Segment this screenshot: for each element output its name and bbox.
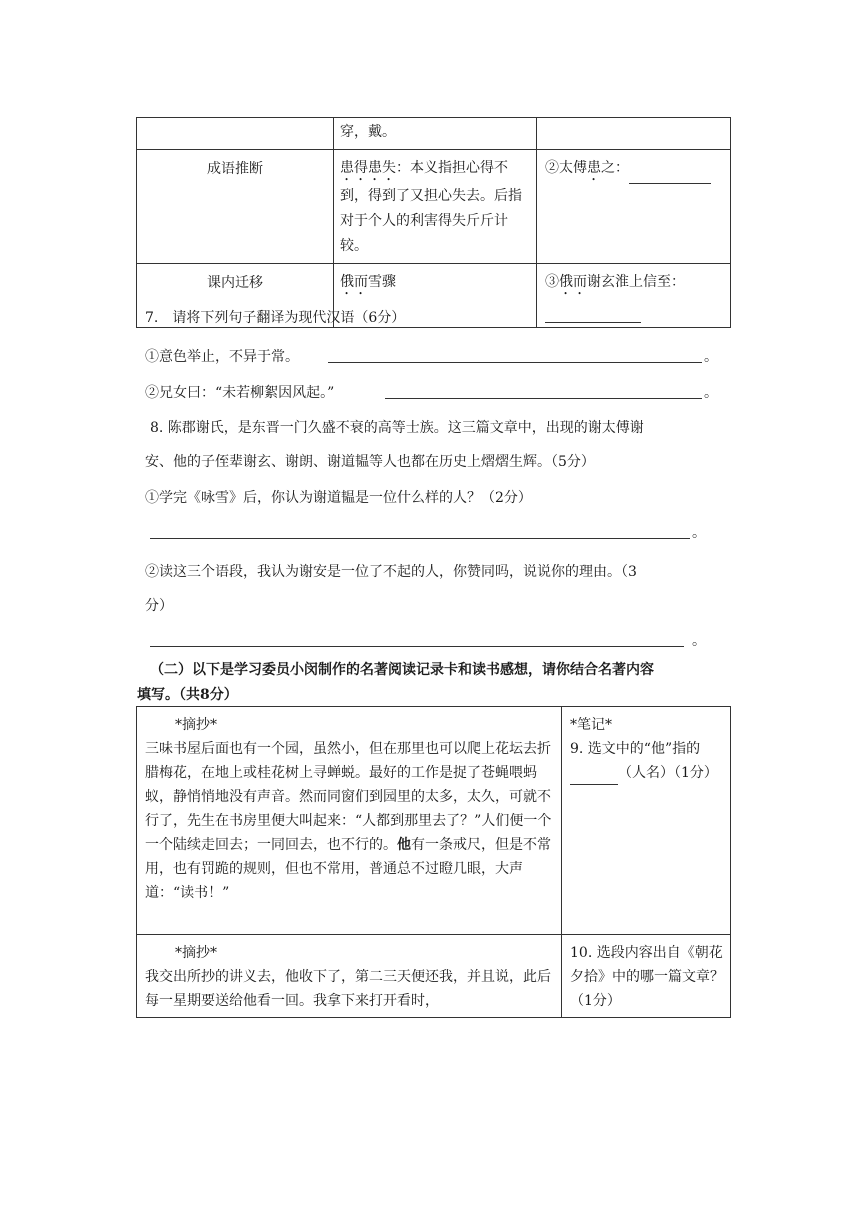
question-8-sub-2-cont: 分） xyxy=(145,598,173,614)
table-row xyxy=(137,150,731,264)
answer-blank[interactable] xyxy=(629,169,711,184)
excerpt-cell xyxy=(137,707,562,935)
definition-text: ：本义指担心得不到，得到了又担心失去。后指对于个人的利害得失斤斤计较。 xyxy=(340,160,522,254)
question-8-line-2: 安、他的子侄辈谢玄、谢朗、谢道韫等人也都在历史上熠熠生辉。（5分） xyxy=(145,454,595,470)
question-suffix: 谢玄淮上信至： xyxy=(587,274,685,290)
question-prefix: ②太傅 xyxy=(545,160,587,176)
answer-line[interactable] xyxy=(150,538,690,539)
answer-blank[interactable] xyxy=(545,308,641,323)
section-2-heading: （二）以下是学习委员小闵制作的名著阅读记录卡和读书感想，请你结合名著内容 xyxy=(150,662,654,678)
idiom-definition xyxy=(334,150,537,264)
table-cell xyxy=(537,118,731,150)
question-9-text-cont: （人名）（1分） xyxy=(618,765,718,781)
notes-cell xyxy=(562,707,731,935)
table-row xyxy=(137,118,731,150)
table-cell xyxy=(137,118,334,150)
vocab-table xyxy=(136,117,731,328)
row-label: 成语推断 xyxy=(137,150,334,264)
notes-label: *笔记* xyxy=(570,717,612,733)
excerpt-label: *摘抄* xyxy=(175,717,217,733)
question-8-sub-2: ②读这三个语段，我认为谢安是一位了不起的人，你赞同吗，说说你的理由。（3 xyxy=(145,564,637,580)
line-end: 。 xyxy=(704,385,718,401)
excerpt-bold-he: 他 xyxy=(397,837,411,853)
question-10: 10. 选段内容出自《朝花夕拾》中的哪一篇文章？（1分） xyxy=(570,945,724,1009)
answer-blank[interactable] xyxy=(570,770,618,785)
table-cell xyxy=(334,118,537,150)
section-2-heading-cont: 填写。（共8分） xyxy=(137,687,238,703)
question-7-sentence-1: ①意色举止，不异于常。 xyxy=(145,349,299,365)
excerpt-cell xyxy=(137,935,562,1018)
reading-card-table xyxy=(136,706,731,1018)
table-row xyxy=(137,935,731,1018)
table-row xyxy=(137,707,731,935)
excerpt-text xyxy=(145,737,555,905)
row-label: 课内迁移 xyxy=(137,264,334,328)
excerpt-text-part: 三味书屋后面也有一个园，虽然小，但在那里也可以爬上花坛去折腊梅花，在地上或桂花树上寻蝉蜕。最好的工作是捉了苍蝇喂蚂蚁，静悄悄地没有声音。然而同窗们到园里的太多，太久，可就不行了，先生在书房里便大叫起来：“人都到那里去了？”人们便一个一个陆续走回去；一同回去，也不行的。 xyxy=(145,741,552,853)
idiom-text: 俄而 xyxy=(340,274,368,290)
answer-line[interactable] xyxy=(385,398,702,399)
question-7-sentence-2: ②兄女曰：“未若柳絮因风起。” xyxy=(145,385,335,401)
cell-text: 穿，戴。 xyxy=(340,124,396,140)
answer-cell xyxy=(537,264,731,328)
excerpt-label: *摘抄* xyxy=(175,945,217,961)
line-end: 。 xyxy=(704,349,718,365)
idiom-text: 患得患失 xyxy=(340,160,396,176)
question-9 xyxy=(570,737,724,785)
line-end: 。 xyxy=(692,633,706,649)
question-prefix: ③ xyxy=(545,274,559,290)
excerpt-text: 我交出所抄的讲义去，他收下了，第二三天便还我，并且说，此后每一星期要送给他看一回。我拿下来打开看时， xyxy=(145,969,551,1009)
question-9-text: 9. 选文中的“他”指的 xyxy=(570,741,701,757)
line-end: 。 xyxy=(692,525,706,541)
answer-line[interactable] xyxy=(328,362,702,363)
example-text: 雪骤 xyxy=(368,274,396,290)
question-8-sub-1: ①学完《咏雪》后，你认为谢道韫是一位什么样的人？（2分） xyxy=(145,490,532,506)
question-suffix: 之： xyxy=(601,160,629,176)
excerpt-text-part: 有一条戒尺，但是不常用，也有罚跪的规则，但也不常用，普通总不过瞪几眼，大声道：“读书！” xyxy=(145,837,551,901)
notes-cell xyxy=(562,935,731,1018)
question-8-line-1: 8. 陈郡谢氏，是东晋一门久盛不衰的高等士族。这三篇文章中，出现的谢太傅谢 xyxy=(150,420,644,436)
question-7-title: 7. 请将下列句子翻译为现代汉语（6分） xyxy=(145,310,406,326)
dotted-char: 俄而 xyxy=(559,274,587,290)
dotted-char: 患 xyxy=(587,160,601,176)
answer-line[interactable] xyxy=(150,646,684,647)
answer-cell xyxy=(537,150,731,264)
